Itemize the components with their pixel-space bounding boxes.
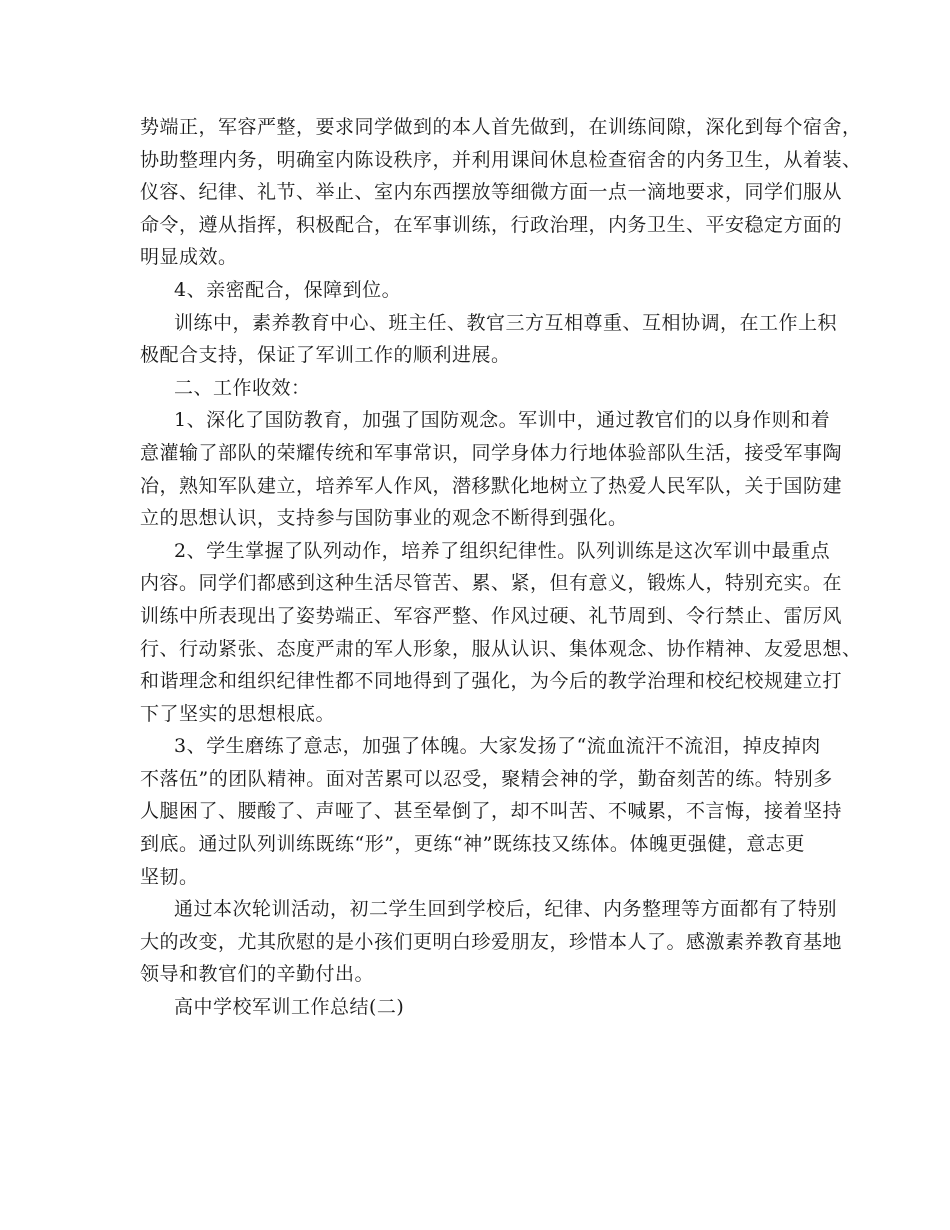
text-line: 不落伍”的团队精神。面对苦累可以忍受，聚精会神的学，勤奋刻苦的练。特别多 bbox=[140, 767, 833, 790]
text-line: 行、行动紧张、态度严肃的军人形象，服从认识、集体观念、协作精神、友爱思想、 bbox=[140, 637, 862, 660]
text-line: 势端正，军容严整，要求同学做到的本人首先做到，在训练间隙，深化到每个宿舍， bbox=[140, 116, 862, 138]
text-line: 和谐理念和组织纪律性都不同地得到了强化，为今后的教学治理和校纪校规建立打 bbox=[140, 670, 843, 693]
text-line: 协助整理内务，明确室内陈设秩序，并利用课间休息检查宿舍的内务卫生，从着装、 bbox=[140, 148, 862, 171]
para-result-1-defense bbox=[140, 404, 843, 534]
text-line: 极配合支持，保证了军训工作的顺利进展。 bbox=[140, 344, 511, 367]
text-line: 训练中，素养教育中心、班主任、教官三方互相尊重、互相协调，在工作上积 bbox=[174, 311, 838, 334]
heading-4-cooperation bbox=[140, 274, 820, 307]
text-line: 冶，熟知军队建立，培养军人作风，潜移默化地树立了热爱人民军队，关于国防建 bbox=[140, 474, 843, 497]
text-line: 3、学生磨练了意志，加强了体魄。大家发扬了“流血流汗不流泪，掉皮掉肉 bbox=[174, 735, 821, 758]
text-line: 明显成效。 bbox=[140, 246, 238, 269]
para-cont-dormitory bbox=[140, 111, 862, 274]
text-line: 领导和教官们的辛勤付出。 bbox=[140, 963, 375, 986]
para-result-2-discipline bbox=[140, 535, 862, 731]
text-line: 坚韧。 bbox=[140, 865, 199, 888]
text-line: 训练中所表现出了姿势端正、军容严整、作风过硬、礼节周到、令行禁止、雷厉风 bbox=[140, 604, 843, 627]
text-line: 二、工作收效： bbox=[174, 376, 311, 399]
text-line: 到底。通过队列训练既练“形”，更练“神”既练技又练体。体魄更强健，意志更 bbox=[140, 833, 805, 856]
section-title-part-2 bbox=[140, 991, 820, 1024]
text-line: 仪容、纪律、礼节、举止、室内东西摆放等细微方面一点一滴地要求，同学们服从 bbox=[140, 181, 843, 204]
text-line: 通过本次轮训活动，初二学生回到学校后，纪律、内务整理等方面都有了特别 bbox=[174, 898, 838, 921]
text-line: 命令，遵从指挥，积极配合，在军事训练，行政治理，内务卫生、平安稳定方面的 bbox=[140, 213, 843, 236]
text-line: 1、深化了国防教育，加强了国防观念。军训中，通过教官们的以身作则和着 bbox=[174, 409, 831, 432]
heading-2-results bbox=[140, 372, 820, 405]
text-line: 高中学校军训工作总结(二) bbox=[174, 996, 405, 1019]
para-conclusion bbox=[140, 893, 843, 991]
text-line: 大的改变，尤其欣慰的是小孩们更明白珍爱朋友，珍惜本人了。感激素养教育基地 bbox=[140, 930, 843, 953]
document-page bbox=[140, 111, 862, 1024]
para-cooperation bbox=[140, 307, 838, 372]
para-result-3-willpower bbox=[140, 730, 843, 893]
text-line: 下了坚实的思想根底。 bbox=[140, 702, 336, 725]
text-line: 4、亲密配合，保障到位。 bbox=[174, 278, 402, 301]
text-line: 人腿困了、腰酸了、声哑了、甚至晕倒了，却不叫苦、不喊累，不言悔，接着坚持 bbox=[140, 800, 843, 823]
text-line: 意灌输了部队的荣耀传统和军事常识，同学身体力行地体验部队生活，接受军事陶 bbox=[140, 441, 843, 464]
text-line: 内容。同学们都感到这种生活尽管苦、累、紧，但有意义，锻炼人，特别充实。在 bbox=[140, 572, 843, 595]
text-line: 立的思想认识，支持参与国防事业的观念不断得到强化。 bbox=[140, 507, 628, 530]
text-line: 2、学生掌握了队列动作，培养了组织纪律性。队列训练是这次军训中最重点 bbox=[174, 539, 831, 562]
